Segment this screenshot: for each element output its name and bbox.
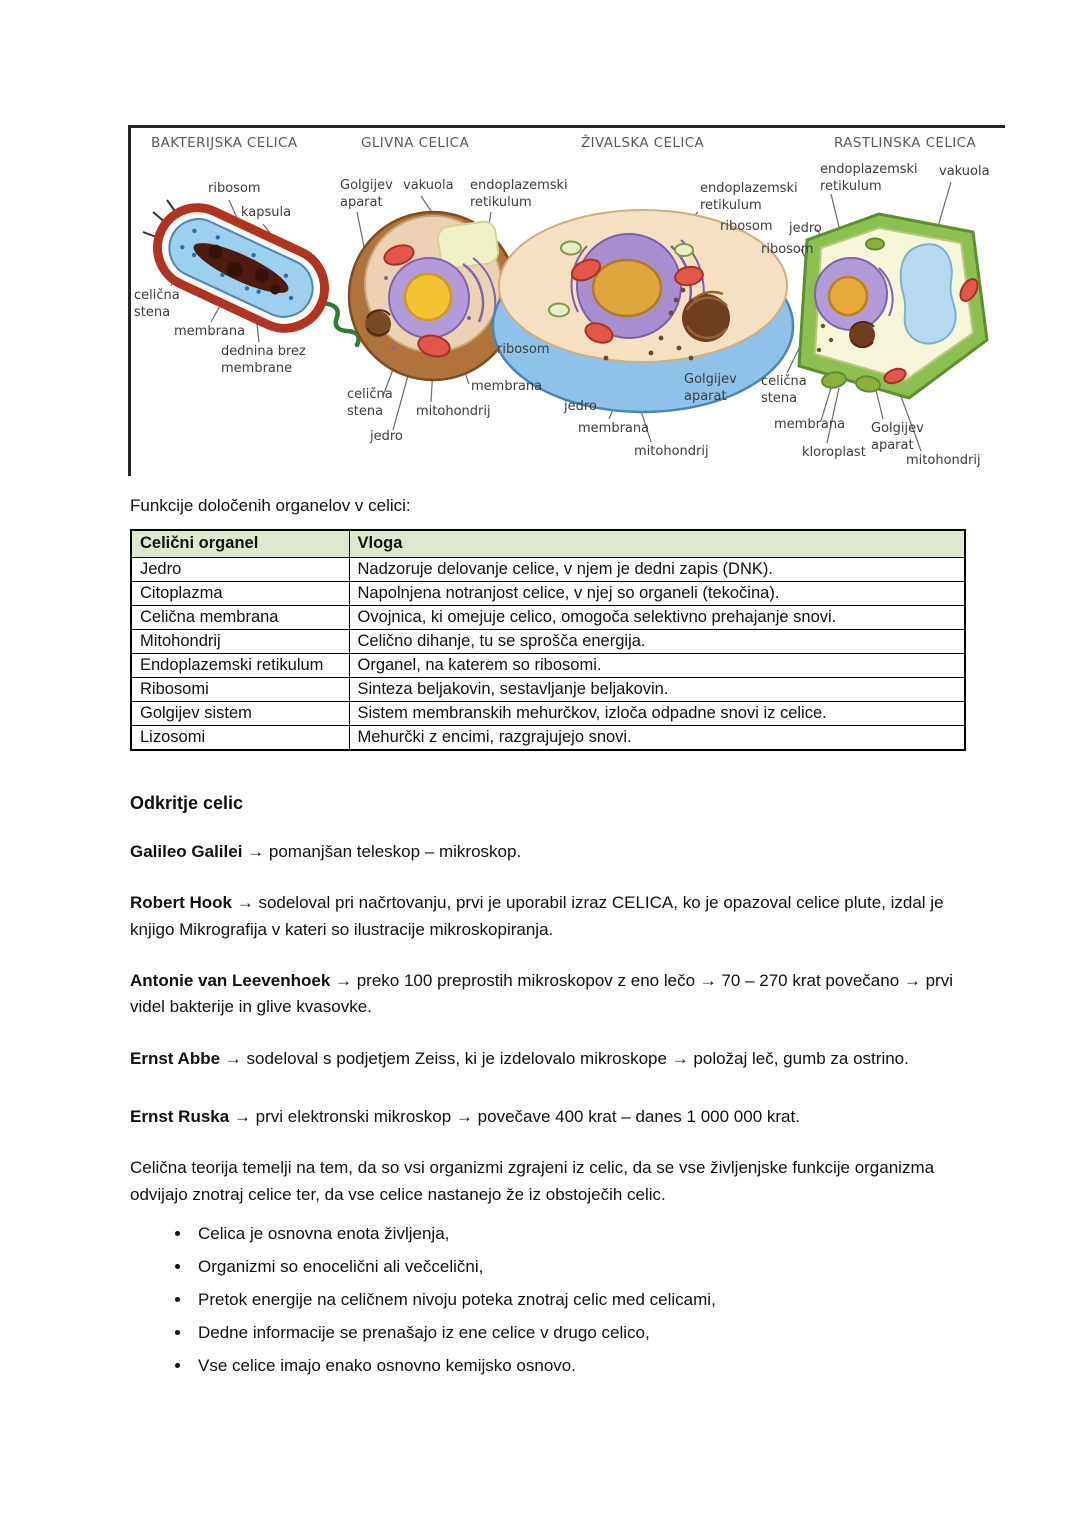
scientist-paragraph-ruska (130, 1104, 972, 1130)
organelle-label: Golgijev aparat (684, 372, 737, 404)
scientist-name: Ernst Abbe (130, 1048, 221, 1068)
plant-cell-drawing (799, 214, 987, 398)
panel-title-bacterial: BAKTERIJSKA CELICA (151, 135, 298, 151)
organelle-label: kloroplast (802, 445, 866, 460)
cell-vloga: Mehurčki z encimi, razgrajujejo snovi. (349, 726, 965, 751)
organelle-label: kapsula (241, 205, 292, 220)
organelle-label: jedro (789, 221, 822, 236)
table-row (131, 654, 965, 678)
cell-vloga: Sinteza beljakovin, sestavljanje beljakovin. (349, 678, 965, 702)
scientist-name: Robert Hook (130, 893, 232, 913)
organelle-label: celična stena (347, 387, 393, 419)
organelle-label: ribosom (720, 219, 773, 234)
scientist-text: → sodeloval pri načrtovanju, prvi je uporabil izraz CELICA, ko je opazoval celice plute, izdal je knjigo Mikrografija v kateri so ilustracije mikroskopiranja. (130, 893, 944, 939)
cell-organel: Jedro (131, 558, 349, 582)
panel-title-animal: ŽIVALSKA CELICA (581, 135, 705, 151)
scientist-text: → sodeloval s podjetjem Zeiss, ki je izdelovalo mikroskope → položaj leč, gumb za ostrino. (220, 1048, 909, 1068)
table-row (131, 702, 965, 726)
scientist-text: → prvi elektronski mikroskop → povečave 400 krat – danes 1 000 000 krat. (229, 1107, 800, 1127)
cell-types-figure (128, 125, 1005, 476)
scientist-paragraph-hook (130, 890, 972, 943)
scientist-text: → preko 100 preprostih mikroskopov z eno lečo → 70 – 270 krat povečano → prvi videl bakterije in glive kvasovke. (130, 971, 953, 1017)
col-header-vloga: Vloga (349, 530, 965, 558)
cell-organel: Lizosomi (131, 726, 349, 751)
section-heading: Odkritje celic (130, 793, 244, 813)
cell-organel: Citoplazma (131, 582, 349, 606)
cell-vloga: Celično dihanje, tu se sprošča energija. (349, 630, 965, 654)
cell-vloga: Nadzoruje delovanje celice, v njem je dedni zapis (DNK). (349, 558, 965, 582)
list-item: • Vse celice imajo enako osnovno kemijsko osnovo. (192, 1355, 972, 1377)
organelle-label: Golgijev aparat (871, 421, 924, 453)
fungal-cell-drawing (349, 212, 517, 380)
scientist-paragraph-leevenhoek (130, 968, 972, 1021)
scientist-name: Ernst Ruska (130, 1107, 230, 1127)
organelle-label: membrana (471, 379, 543, 394)
table-intro: Funkcije določenih organelov v celici: (130, 496, 411, 515)
cell-vloga: Sistem membranskih mehurčkov, izloča odpadne snovi iz celice. (349, 702, 965, 726)
cell-organel: Golgijev sistem (131, 702, 349, 726)
list-item: • Celica je osnovna enota življenja, (192, 1223, 972, 1245)
col-header-organel: Celični organel (131, 530, 349, 558)
table-row (131, 678, 965, 702)
scientist-name: Antonie van Leevenhoek (130, 971, 331, 991)
table-header-row (131, 530, 965, 558)
table-row (131, 726, 965, 751)
organelle-label: mitohondrij (906, 453, 981, 468)
organelle-label: mitohondrij (634, 444, 709, 459)
organelle-table (130, 529, 966, 751)
cell-theory-list (130, 1223, 972, 1377)
organelle-label: ribosom (208, 181, 261, 196)
cell-vloga: Napolnjena notranjost celice, v njej so organeli (tekočina). (349, 582, 965, 606)
organelle-label: celična stena (134, 288, 180, 320)
scientist-text: → pomanjšan teleskop – mikroskop. (242, 842, 522, 861)
organelle-label: Golgijev aparat (340, 178, 393, 210)
scientist-paragraph-galilei (130, 839, 972, 865)
list-item: • Organizmi so enocelični ali večcelični, (192, 1256, 972, 1278)
organelle-label: membrana (174, 324, 246, 339)
organelle-label: endoplazemski retikulum (470, 178, 568, 210)
organelle-label: ribosom (497, 342, 550, 357)
cell-organel: Endoplazemski retikulum (131, 654, 349, 678)
organelle-label: dednina brez membrane (221, 344, 306, 376)
organelle-label: endoplazemski retikulum (700, 181, 798, 213)
cell-organel: Ribosomi (131, 678, 349, 702)
table-row (131, 606, 965, 630)
table-row (131, 582, 965, 606)
document-content (130, 496, 972, 1389)
cell-vloga: Organel, na katerem so ribosomi. (349, 654, 965, 678)
table-row (131, 558, 965, 582)
organelle-label: celična stena (761, 374, 807, 406)
organelle-label: membrana (578, 421, 650, 436)
organelle-label: vakuola (403, 178, 454, 193)
list-item: • Pretok energije na celičnem nivoju poteka znotraj celic med celicami, (192, 1289, 972, 1311)
organelle-label: mitohondrij (416, 404, 491, 419)
cell-vloga: Ovojnica, ki omejuje celico, omogoča selektivno prehajanje snovi. (349, 606, 965, 630)
organelle-label: ribosom (761, 242, 814, 257)
cell-theory-paragraph: Celična teorija temelji na tem, da so vsi organizmi zgrajeni iz celic, da se vse življenjske funkcije organizma odvijajo znotraj celice ter, da vse celice nastanejo že iz obstoječih celic. (130, 1158, 935, 1204)
panel-title-fungal: GLIVNA CELICA (361, 135, 470, 151)
list-item: • Dedne informacije se prenašajo iz ene celice v drugo celico, (192, 1322, 972, 1344)
table-row (131, 630, 965, 654)
organelle-label: jedro (564, 399, 597, 414)
scientist-name: Galileo Galilei (130, 842, 243, 861)
organelle-label: endoplazemski retikulum (820, 162, 918, 194)
organelle-label: vakuola (939, 164, 990, 179)
cell-organel: Mitohondrij (131, 630, 349, 654)
scientist-paragraph-abbe (130, 1046, 972, 1072)
panel-title-plant: RASTLINSKA CELICA (834, 135, 977, 151)
cell-organel: Celična membrana (131, 606, 349, 630)
organelle-label: jedro (370, 429, 403, 444)
organelle-label: membrana (774, 417, 846, 432)
